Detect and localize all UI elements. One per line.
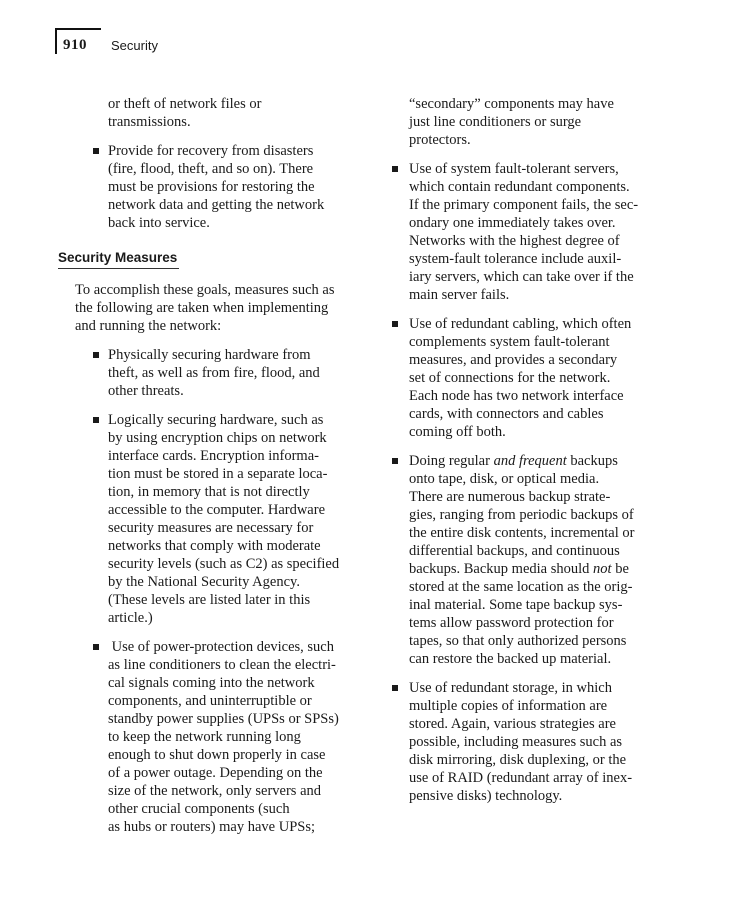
bullet-recovery: Provide for recovery from disasters (fire, flood, theft, and so on). There must be provisions for restoring the network data and getting the network back into service. bbox=[58, 142, 358, 232]
bullet-square-icon bbox=[392, 685, 398, 691]
running-title: Security bbox=[111, 38, 158, 53]
header-rule-vertical bbox=[55, 28, 57, 54]
bullet-power: Use of power-protection devices, such as line conditioners to clean the electri- cal signals coming into the network components, and uninterruptible or standby power supplies (UPSs or SPSs) to keep the network running long enough to shut down properly in case of a power outage. Depending on the size of the network, only servers and other crucial components (such as hubs or routers) may have UPSs; bbox=[58, 638, 358, 836]
bullet-square-icon bbox=[93, 352, 99, 358]
right-column bbox=[392, 95, 657, 805]
bullet-storage: Use of redundant storage, in which multiple copies of information are stored. Again, various strategies are possible, including measures such as disk mirroring, disk duplexing, or the use of RAID (redundant array of inex- pensive disks) technology. bbox=[392, 679, 657, 805]
bullet-square-icon bbox=[93, 417, 99, 423]
bullet-cabling: Use of redundant cabling, which often complements system fault-tolerant measures, and provides a secondary set of connections for the network. Each node has two network interface cards, with connectors and cables coming off both. bbox=[392, 315, 657, 441]
bullet-square-icon bbox=[392, 458, 398, 464]
bullet-square-icon bbox=[93, 148, 99, 154]
header-rule-horizontal bbox=[55, 28, 101, 30]
bullet-backups: Doing regular and frequent backups onto tape, disk, or optical media. There are numerous backup strate- gies, ranging from periodic backups of the entire disk contents, incremental or differential backups, and continuous backups. Backup media should not be stored at the same location as the orig- inal material. Some tape backup sys- tems allow password protection for tapes, so that only authorized persons can restore the backed up material. bbox=[392, 452, 657, 668]
page-number: 910 bbox=[63, 37, 87, 53]
bullet-square-icon bbox=[93, 644, 99, 650]
bullet-square-icon bbox=[392, 321, 398, 327]
continued-text: or theft of network files or transmissions. bbox=[108, 96, 262, 130]
bullet-square-icon bbox=[392, 166, 398, 172]
left-column bbox=[58, 95, 358, 836]
bullet-logical: Logically securing hardware, such as by using encryption chips on network interface cards. Encryption informa- tion must be stored in a separate loca- tion, in memory that is not directly accessible to the computer. Hardware security measures are necessary for networks that comply with moderate security levels (such as C2) as specified by the National Security Agency. (These levels are listed later in this article.) bbox=[58, 411, 358, 627]
bullet-physical: Physically securing hardware from theft, as well as from fire, flood, and other threats. bbox=[58, 346, 358, 400]
intro-paragraph: To accomplish these goals, measures such as the following are taken when implementing and running the network: bbox=[75, 282, 335, 334]
section-heading: Security Measures bbox=[58, 249, 358, 269]
continued-text: “secondary” components may have just line conditioners or surge protectors. bbox=[409, 96, 614, 148]
bullet-fault-tolerant: Use of system fault-tolerant servers, which contain redundant components. If the primary component fails, the sec- ondary one immediately takes over. Networks with the highest degree of system-fault tolerance include auxil- iary servers, which can take over if the main server fails. bbox=[392, 160, 657, 304]
